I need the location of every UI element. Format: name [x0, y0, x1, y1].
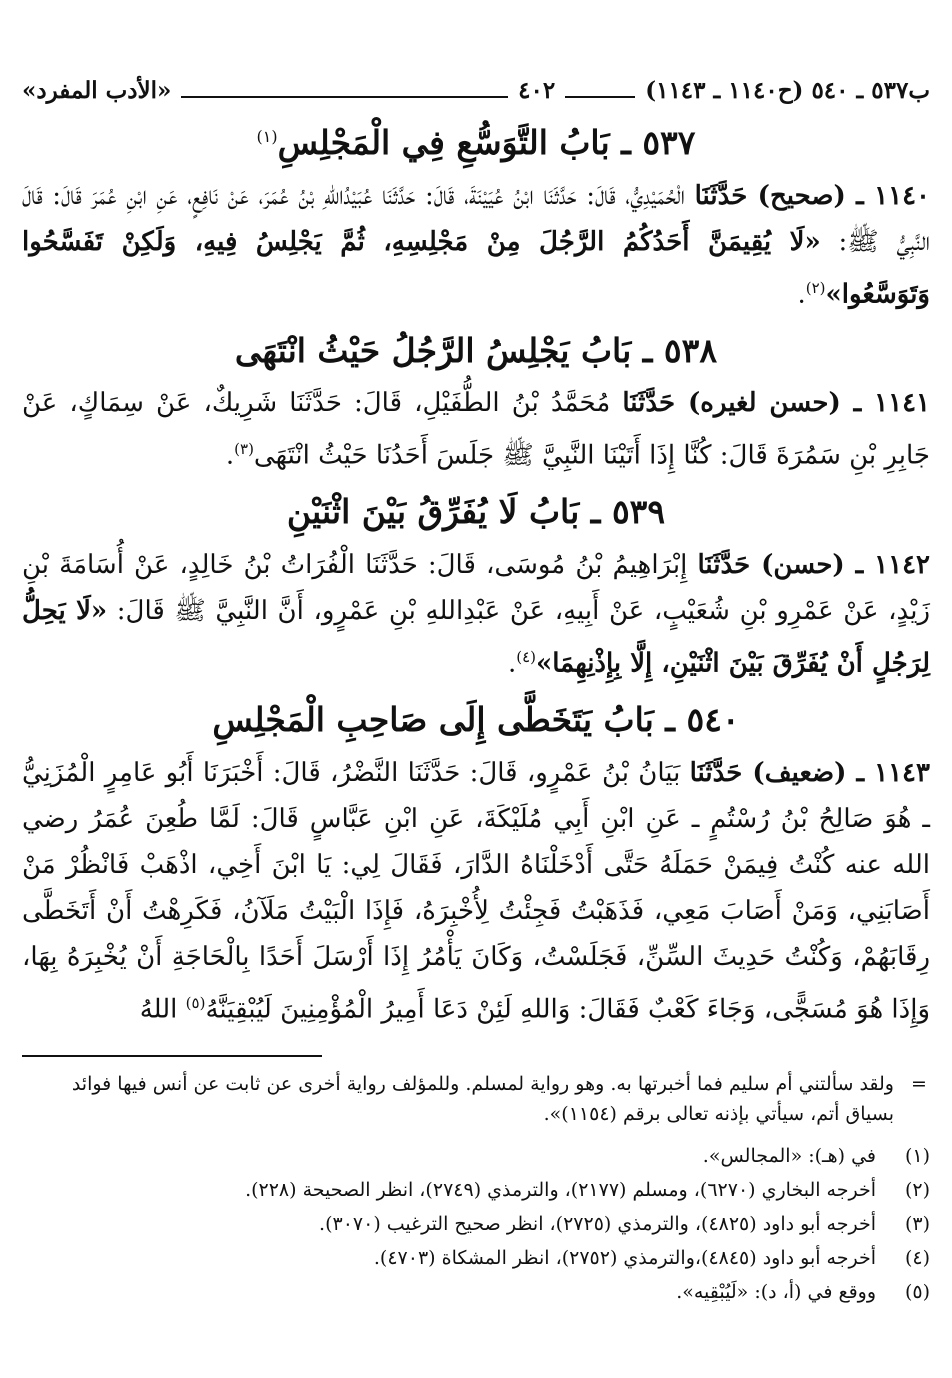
chapter-heading-537 [22, 122, 930, 165]
chapter-title: ٥٣٨ ـ بَابُ يَجْلِسُ الرَّجُلُ حَيْثُ انْتَهَى [234, 330, 718, 370]
footnote-item [22, 1173, 930, 1207]
footnote-text: أخرجه أبو داود (٤٨٢٥)، والترمذي (٢٧٢٥)، انظر صحيح الترغيب (٣٠٧٠). [319, 1213, 876, 1235]
footnote-text: أخرجه البخاري (٦٢٧٠)، ومسلم (٢١٧٧)، والترمذي (٢٧٤٩)، انظر الصحيحة (٢٢٨). [245, 1179, 876, 1201]
chapter-title: ٥٣٧ ـ بَابُ التَّوَسُّعِ فِي الْمَجْلِسِ [277, 123, 696, 162]
footnote-number: (٢) [904, 1179, 930, 1201]
hadith-quote: «لَا يَحِلُّ لِرَجُلٍ أَنْ يُفَرِّقَ بَيْنَ اثْنَيْنِ، إِلَّا بِإِذْنِهِمَا» [22, 595, 930, 679]
footnote-separator [22, 1055, 322, 1057]
footnote-item [22, 1241, 930, 1275]
hadith-1140 [22, 173, 930, 318]
footnote-text: في (هـ): «المجالس». [702, 1145, 876, 1167]
running-header [22, 70, 930, 110]
footnote-continuation [22, 1069, 930, 1129]
footnote-text: ولقد سألتني أم سليم فما أخبرتها به. وهو رواية لمسلم. وللمؤلف رواية أخرى عن ثابت عن أنس فيها فوائد بسياق أتم، سيأتي بإذنه تعالى برقم (١١٥٤)». [71, 1073, 894, 1125]
footnote-number: (١) [904, 1145, 930, 1167]
hadith-lead: ١١٤٠ ـ (صحيح) حَدَّثَنَا [694, 180, 931, 211]
hadith-text: مُحَمَّدُ بْنُ الطُّفَيْلِ، قَالَ: حَدَّثَنَا شَرِيكٌ، عَنْ سِمَاكٍ، عَنْ جَابِرِ بْنِ سَمُرَةَ قَالَ: كُنَّا إِذَا أَتَيْنَا النَّبِيَّ ﷺ جَلَسَ أَحَدُنَا حَيْثُ انْتَهَى [22, 388, 930, 472]
hadith-end: . [797, 279, 806, 310]
footnote-item [22, 1275, 930, 1309]
footnote-item [22, 1139, 930, 1173]
footnote-number: (٥) [904, 1281, 930, 1303]
hadith-1142 [22, 542, 930, 687]
continuation-mark: = [911, 1073, 927, 1095]
hadith-text: بَيَانُ بْنُ عَمْرٍو، قَالَ: حَدَّثَنَا النَّضْرُ، قَالَ: أَخْبَرَنَا أَبُو عَامِرٍ الْمُزَنِيُّ ـ هُوَ صَالِحُ بْنُ رُسْتُمٍ ـ عَنِ ابْنِ أَبِي مُلَيْكَةَ، عَنِ ابْنِ عَبَّاسٍ قَالَ: لَمَّا طُعِنَ عُمَرُ رضي الله عنه كُنْتُ فِيمَنْ حَمَلَهُ حَتَّى أَدْخَلْنَاهُ الدَّارَ، فَقَالَ لِي: يَا ابْنَ أَخِي، اذْهَبْ فَانْظُرْ مَنْ أَصَابَنِي، وَمَنْ أَصَابَ مَعِي، فَذَهَبْتُ فَجِئْتُ لِأُخْبِرَهُ، فَإِذَا الْبَيْتُ مَلَآنُ، فَكَرِهْتُ أَنْ أَتَخَطَّى رِقَابَهُمْ، وَكُنْتُ حَدِيثَ السِّنِّ، فَجَلَسْتُ، وَكَانَ يَأْمُرُ إِذَا أَرْسَلَ أَحَدًا بِالْحَاجَةِ أَنْ يُخْبِرَهُ بِهَا، وَإِذَا هُوَ مُسَجًّى، وَجَاءَ كَعْبٌ فَقَالَ: وَاللهِ لَئِنْ دَعَا أَمِيرُ الْمُؤْمِنِينَ لَيُبْقِيَنَّهُ [22, 757, 930, 1025]
footnotes [22, 1055, 930, 1309]
hadith-end: . [507, 648, 517, 679]
hadith-1141 [22, 380, 930, 479]
footnote-ref: (٤) [516, 647, 536, 666]
footnote-text: أخرجه أبو داود (٤٨٤٥)،والترمذي (٢٧٥٢)، انظر المشكاة (٤٧٠٣). [373, 1247, 876, 1269]
footnote-ref: (٢) [805, 278, 826, 297]
page-number: ٤٠٢ [518, 76, 556, 104]
footnote-ref: (١) [256, 127, 278, 146]
hadith-lead: ١١٤١ ـ (حسن لغيره) حَدَّثَنَا [622, 388, 930, 419]
footnote-number: (٤) [904, 1247, 930, 1269]
hadith-text: إِبْرَاهِيمُ بْنُ مُوسَى، قَالَ: حَدَّثَنَا الْفُرَاتُ بْنُ خَالِدٍ، عَنْ أُسَامَةَ بْنِ زَيْدٍ، عَنْ عَمْرِو بْنِ شُعَيْبٍ، عَنْ أَبِيهِ، عَنْ عَبْدِاللهِ بْنِ عَمْرٍو، أَنَّ النَّبِيَّ ﷺ قَالَ: [22, 549, 930, 626]
footnote-ref: (٥) [185, 993, 206, 1012]
footnote-ref: (٣) [234, 440, 254, 459]
header-rule [181, 82, 508, 98]
chapter-heading-539 [22, 491, 930, 534]
chapter-title: ٥٤٠ ـ بَابُ يَتَخَطَّى إِلَى صَاحِبِ الْمَجْلِسِ [212, 699, 740, 739]
chapter-heading-540 [22, 699, 930, 742]
hadith-text: الْحُمَيْدِيُّ، قَالَ: حَدَّثَنَا ابْنُ عُيَيْنَةَ، قَالَ: حَدَّثَنَا عُبَيْدُاللهِ بْنُ عُمَرَ، عَنْ نَافِعٍ، عَنِ ابْنِ عُمَرَ قَالَ: قَالَ النَّبِيُّ ﷺ: [22, 180, 930, 257]
hadith-lead: ١١٤٢ ـ (حسن) حَدَّثَنَا [697, 549, 930, 580]
hadith-lead: ١١٤٣ ـ (ضعيف) حَدَّثَنَا [689, 757, 930, 788]
chapter-title: ٥٣٩ ـ بَابُ لَا يُفَرِّقُ بَيْنَ اثْنَيْنِ [286, 492, 666, 532]
chapter-heading-538 [22, 330, 930, 373]
footnote-item [22, 1207, 930, 1241]
hadith-1143 [22, 750, 930, 1033]
hadith-end: . [225, 441, 235, 472]
footnote-text: ووقع في (أ، د): «لَيُبْقِيه». [676, 1281, 876, 1303]
footnote-number: (٣) [904, 1213, 930, 1235]
book-page [22, 70, 930, 1338]
header-section-range: ب٥٣٧ ـ ٥٤٠ (ح١١٤٠ ـ ١١٤٣) [645, 76, 930, 104]
header-rule [565, 82, 635, 98]
book-title: «الأدب المفرد» [22, 76, 172, 104]
hadith-tail: اللهُ [139, 994, 186, 1025]
hadith-quote: «لَا يُقِيمَنَّ أَحَدُكُمُ الرَّجُلَ مِنْ مَجْلِسِهِ، ثُمَّ يَجْلِسُ فِيهِ، وَلَكِنْ تَفَسَّحُوا وَتَوَسَّعُوا» [22, 226, 930, 310]
